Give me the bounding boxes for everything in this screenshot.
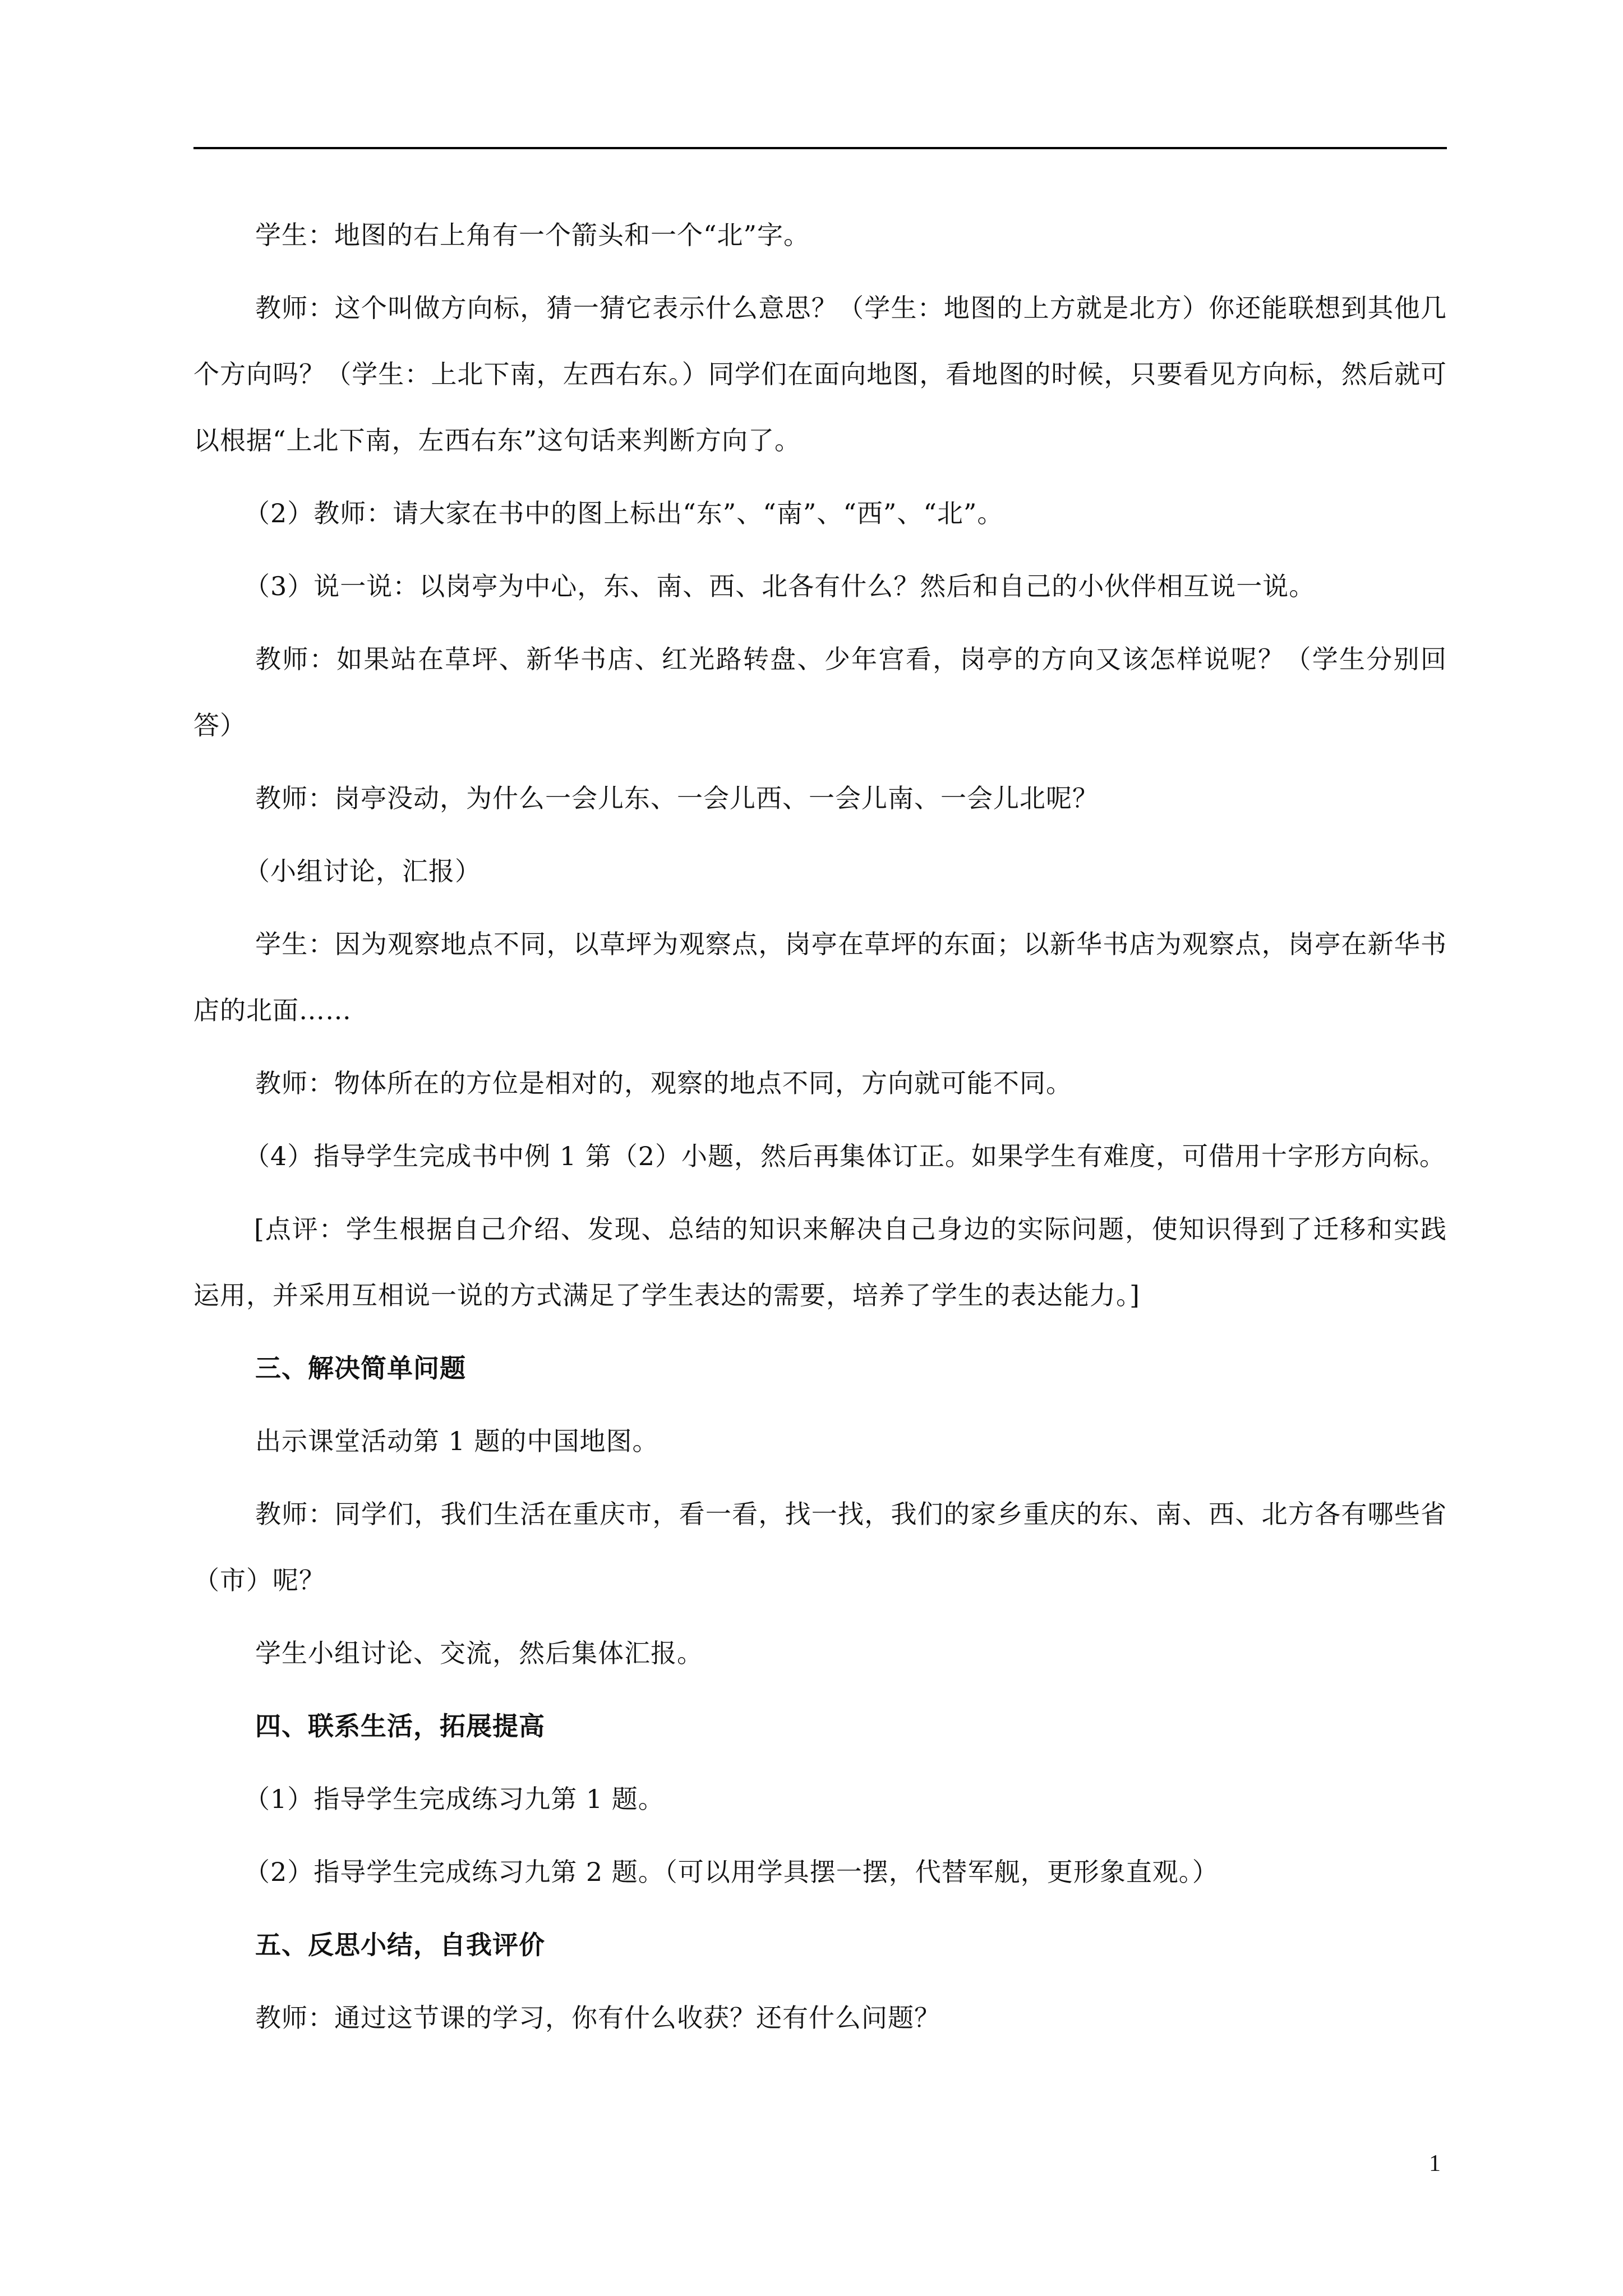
paragraph: 教师：这个叫做方向标，猜一猜它表示什么意思？（学生：地图的上方就是北方）你还能联想到其他几个方向吗？（学生：上北下南，左西右东。）同学们在面向地图，看地图的时候，只要看见方向标，然后就可以根据“上北下南，左西右东”这句话来判断方向了。: [193, 293, 1447, 455]
paragraph: 学生小组讨论、交流，然后集体汇报。: [255, 1638, 703, 1668]
paragraph: 出示课堂活动第 1 题的中国地图。: [255, 1426, 659, 1456]
page-number: 1: [1429, 2151, 1441, 2177]
section-heading: 五、反思小结，自我评价: [255, 1930, 545, 1960]
section-heading: 三、解决简单问题: [255, 1353, 466, 1383]
paragraph-numbered: （4）指导学生完成书中例 1 第（2）小题，然后再集体订正。如果学生有难度，可借用十字形方向标。: [244, 1141, 1446, 1171]
document-body: [193, 202, 1447, 2058]
paragraph-numbered: （2）指导学生完成练习九第 2 题。（可以用学具摆一摆，代替军舰，更形象直观。）: [244, 1857, 1219, 1887]
paragraph: 教师：物体所在的方位是相对的，观察的地点不同，方向就可能不同。: [255, 1068, 1072, 1098]
paragraph: 教师：如果站在草坪、新华书店、红光路转盘、少年宫看，岗亭的方向又该怎样说呢？（学生分别回答）: [193, 644, 1447, 740]
comment-paragraph: [点评：学生根据自己介绍、发现、总结的知识来解决自己身边的实际问题，使知识得到了迁移和实践运用，并采用互相说一说的方式满足了学生表达的需要，培养了学生的表达能力。]: [193, 1214, 1447, 1310]
paragraph: 教师：岗亭没动，为什么一会儿东、一会儿西、一会儿南、一会儿北呢？: [255, 783, 1099, 813]
paragraph-numbered: （3）说一说：以岗亭为中心，东、南、西、北各有什么？然后和自己的小伙伴相互说一说。: [244, 571, 1316, 601]
paragraph-numbered: （1）指导学生完成练习九第 1 题。: [244, 1784, 665, 1814]
paragraph-numbered: （2）教师：请大家在书中的图上标出“东”、“南”、“西”、“北”。: [244, 498, 1004, 528]
section-heading: 四、联系生活，拓展提高: [255, 1711, 545, 1741]
paragraph: 学生：地图的右上角有一个箭头和一个“北”字。: [255, 220, 810, 250]
paragraph-numbered: （小组讨论，汇报）: [244, 856, 481, 886]
paragraph: 教师：通过这节课的学习，你有什么收获？还有什么问题？: [255, 2003, 940, 2033]
paragraph: 教师：同学们，我们生活在重庆市，看一看，找一找，我们的家乡重庆的东、南、西、北方各有哪些省（市）呢？: [193, 1499, 1447, 1595]
header-rule: [193, 147, 1447, 149]
paragraph: 学生：因为观察地点不同，以草坪为观察点，岗亭在草坪的东面；以新华书店为观察点，岗亭在新华书店的北面……: [193, 929, 1447, 1025]
